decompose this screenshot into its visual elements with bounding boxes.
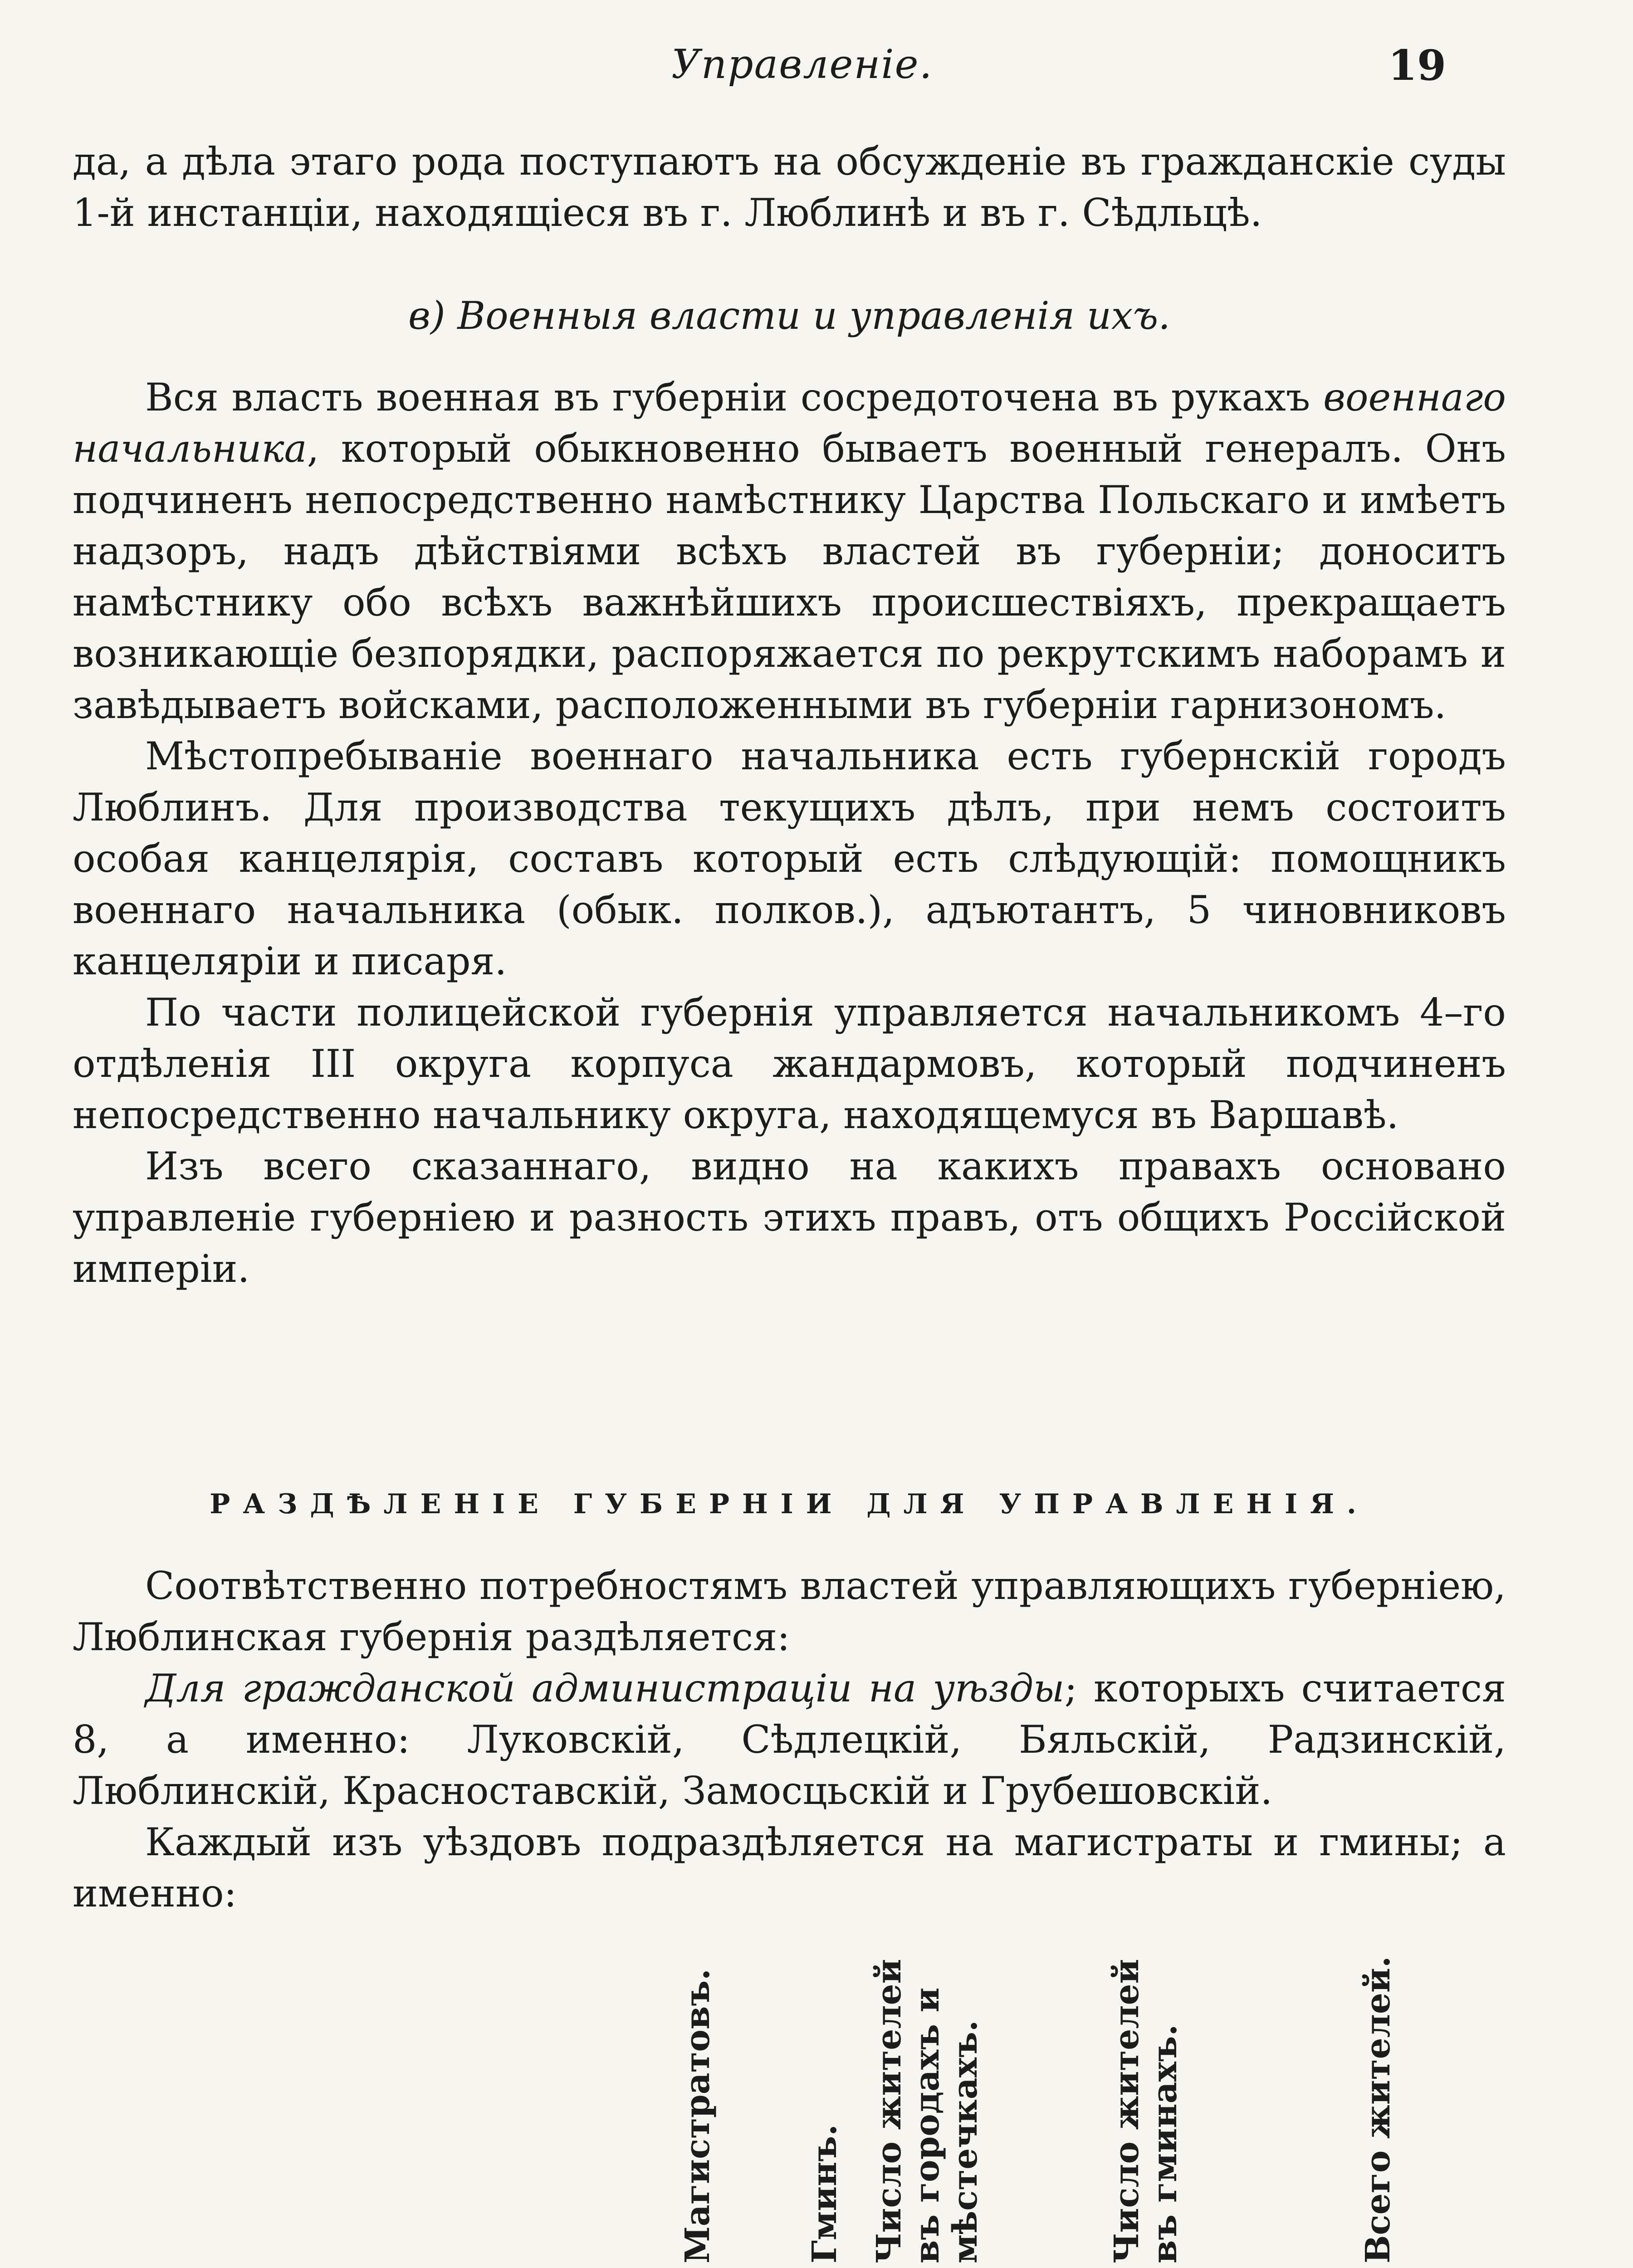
section-title: РАЗДѢЛЕНІЕ ГУБЕРНІИ ДЛЯ УПРАВЛЕНІЯ.: [210, 1488, 1369, 1520]
paragraph-2: [73, 372, 1506, 731]
col-header-gmina-population: Число жителей въ гминахъ.: [1107, 1959, 1184, 2263]
main-text-block: [73, 372, 1506, 1295]
section-heading-block: [73, 1479, 1506, 1530]
paragraph-2-start: Вся власть военная въ губерніи сосредоточена въ рукахъ: [145, 375, 1324, 420]
page-header: [0, 36, 1633, 91]
districts-table: [73, 1919, 1506, 2268]
paragraph-1: да, а дѣла этаго рода поступаютъ на обсужденіе въ гражданскіе суды 1-й инстанціи, находящіеся въ г. Люблинѣ и въ г. Сѣдльцѣ.: [73, 139, 1506, 235]
subsection-heading-block: [73, 290, 1506, 342]
col-header-total: Всего жителей.: [1359, 1956, 1398, 2263]
division-text-block: [73, 1560, 1506, 1919]
col-header-town-population: Число жителей въ городахъ и мѣстечкахъ.: [870, 1959, 985, 2263]
paragraph-continuation: [73, 136, 1506, 239]
paragraph-4: По части полицейской губернія управляется начальникомъ 4–го отдѣленія III округа корпуса жандармовъ, который подчиненъ непосредственно начальнику округа, находящемуся въ Варшавѣ.: [73, 990, 1506, 1137]
paragraph-8: Каждый изъ уѣздовъ подраздѣляется на магистраты и гмины; а именно:: [73, 1820, 1506, 1916]
paragraph-2-italic: военнаго начальника: [73, 375, 1506, 471]
paragraph-6: Соотвѣтственно потребностямъ властей управляющихъ губерніею, Люблинская губернія раздѣляется:: [73, 1564, 1506, 1659]
col-header-magistrates: Магистратовъ.: [678, 1969, 717, 2263]
running-title: Управленіе.: [671, 41, 933, 88]
paragraph-5: Изъ всего сказаннаго, видно на какихъ правахъ основано управленіе губерніею и разность этихъ правъ, отъ общихъ Россійской имперіи.: [73, 1144, 1506, 1291]
paragraph-2-end: , который обыкновенно бываетъ военный генералъ. Онъ подчиненъ непосредственно намѣстнику Царства Польскаго и имѣетъ надзоръ, надъ дѣйствіями всѣхъ властей въ губерніи; доноситъ намѣстнику обо всѣхъ важнѣйшихъ происшествіяхъ, прекращаетъ возникающіе безпорядки, распоряжается по рекрутскимъ наборамъ и завѣдываетъ войсками, расположенными въ губерніи гарнизономъ.: [73, 426, 1506, 727]
page-number: 19: [1388, 41, 1447, 90]
subsection-title: в) Военныя власти и управленія ихъ.: [408, 293, 1170, 338]
paragraph-7: [73, 1663, 1506, 1817]
paragraph-3: Мѣстопребываніе военнаго начальника есть губернскій городъ Люблинъ. Для производства текущихъ дѣлъ, при немъ состоитъ особая канцелярія, составъ который есть слѣдующій: помощникъ военнаго начальника (обык. полков.), адъютантъ, 5 чиновниковъ канцеляріи и писаря.: [73, 734, 1506, 983]
paragraph-7-end: ; которыхъ считается 8, а именно: Луковскій, Сѣдлецкій, Бяльскій, Радзинскій, Люблинскій, Красноставскій, Замосцьскій и Грубешовскій.: [73, 1666, 1506, 1813]
paragraph-7-italic: Для гражданской администраціи на уѣзды: [145, 1666, 1065, 1711]
table-header-row: [73, 1919, 1506, 2263]
col-header-gminas: Гминъ.: [805, 2124, 844, 2263]
